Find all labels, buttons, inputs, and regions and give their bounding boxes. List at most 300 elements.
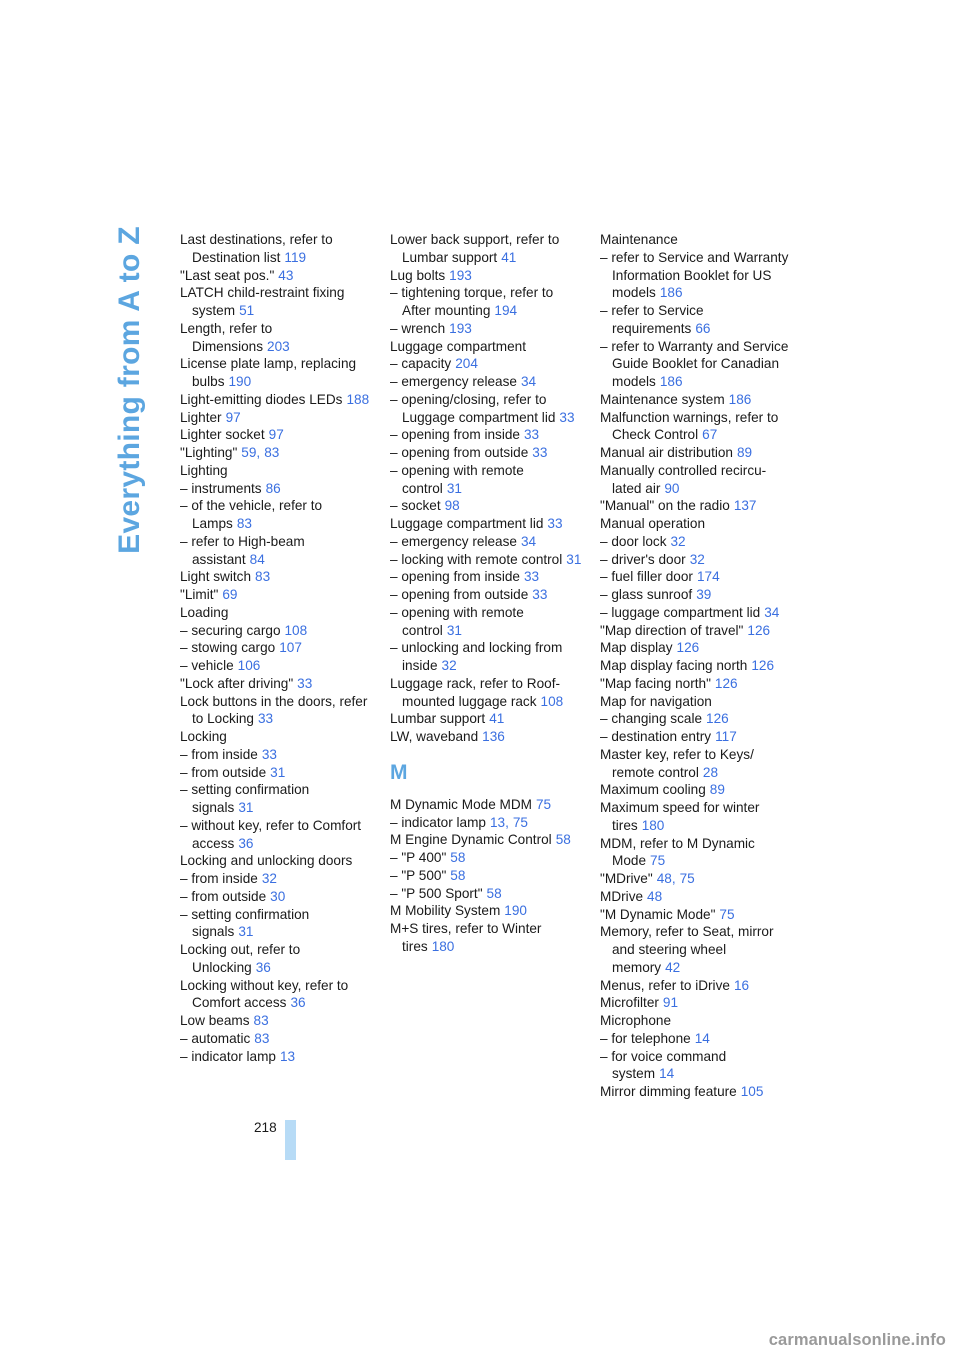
index-entry: [600, 977, 792, 995]
index-entry-term: "Lock after driving": [180, 675, 294, 691]
page-ref-link[interactable]: 48: [647, 888, 663, 904]
index-entry-term: Lug bolts: [390, 267, 446, 283]
index-entry: [390, 355, 582, 373]
index-entry: [180, 817, 372, 853]
index-entry-term: Locking and unlocking doors: [180, 853, 353, 869]
index-entry-term: – securing cargo: [180, 622, 281, 638]
index-entry-term: – emergency release: [390, 533, 517, 549]
index-entry-term: – socket: [390, 498, 441, 514]
page-ref-link[interactable]: 193: [449, 320, 472, 336]
page-ref-link[interactable]: 31: [270, 764, 286, 780]
index-entry: [390, 728, 582, 746]
page-ref-link[interactable]: 36: [238, 835, 254, 851]
index-entry-term: – stowing cargo: [180, 640, 276, 656]
index-entry: [180, 888, 372, 906]
index-entry: [600, 338, 792, 391]
page-ref-link[interactable]: 14: [659, 1066, 675, 1082]
index-entry: [600, 906, 792, 924]
index-entry-term: Maintenance: [600, 232, 678, 247]
page-ref-link[interactable]: 108: [284, 622, 308, 638]
page-ref-link[interactable]: 108: [540, 693, 564, 709]
page-ref-link[interactable]: 126: [706, 711, 729, 727]
index-entry: [180, 462, 372, 480]
index-entry: [600, 604, 792, 622]
index-entry-term: MDrive: [600, 888, 644, 904]
index-entry: [180, 568, 372, 586]
index-entry-term: – opening from inside: [390, 569, 520, 585]
page-tab-bar: [285, 1120, 296, 1160]
index-entry: [180, 852, 372, 870]
index-entry: [180, 1048, 372, 1066]
index-entry-term: Master key, refer to Keys/ remote control: [600, 746, 754, 780]
side-title: [110, 226, 150, 554]
index-entry: [390, 497, 582, 515]
index-entry: [390, 639, 582, 675]
index-entry: [180, 977, 372, 1013]
page-ref-link[interactable]: 39: [696, 587, 712, 602]
index-entry: [600, 568, 792, 586]
page-ref-link[interactable]: 186: [659, 374, 683, 389]
index-entry: [390, 338, 582, 356]
index-entry: [180, 267, 372, 285]
page-ref-link[interactable]: 33: [261, 746, 277, 762]
page-ref-link[interactable]: 32: [441, 658, 457, 673]
index-entry-term: Luggage compartment: [390, 338, 527, 354]
index-entry: [180, 426, 372, 444]
index-entry-term: "Map direction of travel": [600, 622, 744, 638]
index-entry-term: Memory, refer to Seat, mirror and steering wheel memory: [600, 924, 774, 975]
index-entry: [600, 835, 792, 871]
index-entry-term: – setting confirmation signals: [180, 906, 310, 940]
page-ref-link[interactable]: 75: [536, 796, 552, 812]
page-ref-link[interactable]: 42: [665, 959, 681, 975]
page-number: 218: [254, 1120, 277, 1135]
page-ref-link[interactable]: 204: [455, 356, 478, 372]
index-entry-term: – from outside: [180, 764, 267, 780]
index-entry-term: "Map facing north": [600, 675, 711, 691]
index-entry: [180, 409, 372, 427]
index-entry-term: Menus, refer to iDrive: [600, 977, 730, 993]
watermark: carmanualsonline.info: [768, 1331, 946, 1349]
page-ref-link[interactable]: 33: [532, 587, 548, 602]
page-ref-link[interactable]: 48: [656, 871, 672, 886]
index-entry: [390, 426, 582, 444]
index-entry-term: Lower back support, refer to Lumbar support: [390, 232, 560, 265]
page-ref-link[interactable]: 75: [679, 871, 695, 886]
index-entry-term: – driver's door: [600, 551, 686, 567]
index-entry-term: – "P 500": [390, 867, 447, 883]
index-entry-term: – changing scale: [600, 711, 703, 727]
index-entry: [390, 551, 582, 569]
index-entry-term: "Limit": [180, 587, 219, 602]
page-ref-link[interactable]: 180: [431, 938, 455, 954]
index-entry: [600, 551, 792, 569]
index-entry-term: Microphone: [600, 1013, 672, 1028]
page-ref-link[interactable]: 105: [740, 1084, 764, 1099]
index-entry: [600, 994, 792, 1012]
page-ref-link[interactable]: 33: [559, 409, 575, 425]
index-entry-term: "Lighting": [180, 445, 238, 460]
index-entry: [180, 764, 372, 782]
page-ref-link[interactable]: 83: [254, 1030, 270, 1046]
page-ref-link[interactable]: 190: [504, 903, 527, 919]
index-entry-term: LW, waveband: [390, 729, 479, 744]
page-ref-link[interactable]: 137: [733, 498, 757, 514]
index-entry-term: Luggage rack, refer to Roof-mounted luggage rack: [390, 675, 561, 709]
index-entry-term: – from outside: [180, 888, 267, 904]
index-entry-term: M Mobility System: [390, 903, 501, 919]
page-ref-link[interactable]: 90: [664, 480, 680, 496]
index-entry: [600, 231, 792, 249]
page-ref-link[interactable]: 126: [676, 640, 700, 656]
page-ref-link[interactable]: 119: [284, 249, 307, 265]
page-ref-link[interactable]: 83: [264, 445, 280, 460]
index-column-1: [180, 231, 372, 1065]
index-entry: [600, 799, 792, 835]
page-ref-link[interactable]: 69: [222, 587, 238, 602]
index-entry: [600, 888, 792, 906]
index-entry-term: – indicator lamp: [390, 814, 486, 830]
page-ref-link[interactable]: 194: [494, 303, 518, 318]
index-entry: [390, 604, 582, 640]
index-entry: [390, 675, 582, 711]
index-entry-term: – glass sunroof: [600, 587, 693, 602]
index-entry-term: Light-emitting diodes LEDs: [180, 391, 343, 407]
page-ref-link[interactable]: 32: [689, 551, 705, 567]
page-ref-link[interactable]: 136: [482, 729, 505, 744]
page-ref-link[interactable]: 126: [751, 658, 775, 673]
page-ref-link[interactable]: 106: [237, 658, 261, 673]
index-entry-term: – opening/closing, refer to Luggage compartment lid: [390, 391, 556, 425]
page-ref-link[interactable]: 43: [278, 267, 294, 283]
index-entry-term: "Last seat pos.": [180, 267, 275, 283]
index-entry: [180, 675, 372, 693]
index-entry-term: Last destinations, refer to Destination list: [180, 232, 333, 265]
index-entry: [180, 1030, 372, 1048]
index-entry-term: – of the vehicle, refer to Lamps: [180, 498, 323, 531]
index-entry-term: M Engine Dynamic Control: [390, 832, 552, 848]
page-ref-separator: ,: [505, 814, 509, 830]
index-column-2: [390, 231, 582, 956]
page-ref-link[interactable]: 51: [239, 303, 255, 318]
index-entry: [390, 586, 582, 604]
index-entry-term: – refer to Warranty and Service Guide Booklet for Canadian models: [600, 338, 789, 389]
index-entry: [600, 728, 792, 746]
index-entry: [600, 923, 792, 976]
index-entry-term: M+S tires, refer to Winter tires: [390, 921, 542, 954]
index-entry: [390, 391, 582, 427]
index-entry: [180, 870, 372, 888]
index-entry-term: – "P 400": [390, 850, 447, 865]
index-entry: [390, 710, 582, 728]
page-ref-link[interactable]: 75: [719, 906, 735, 922]
page-ref-link[interactable]: 188: [346, 391, 370, 407]
index-entry: [180, 391, 372, 409]
page-ref-link[interactable]: 67: [702, 427, 718, 443]
index-entry: [390, 902, 582, 920]
index-entry: [180, 1012, 372, 1030]
page-ref-link[interactable]: 31: [238, 924, 254, 940]
index-entry: [390, 920, 582, 956]
page-ref-link[interactable]: 34: [520, 533, 537, 549]
page-ref-link[interactable]: 41: [489, 711, 505, 727]
index-entry: [600, 302, 792, 338]
index-entry-term: Lumbar support: [390, 711, 486, 727]
page-ref-link[interactable]: 16: [733, 977, 750, 993]
index-entry: [390, 867, 582, 885]
index-entry-term: Locking out, refer to Unlocking: [180, 942, 301, 975]
index-entry: [180, 284, 372, 320]
index-entry: [180, 906, 372, 942]
page-ref-link[interactable]: 58: [450, 867, 466, 883]
index-entry-term: Light switch: [180, 569, 252, 585]
index-entry: [390, 533, 582, 551]
index-entry: [390, 515, 582, 533]
page-ref-link[interactable]: 58: [555, 832, 571, 848]
index-entry-term: License plate lamp, replacing bulbs: [180, 356, 357, 389]
index-entry-term: – luggage compartment lid: [600, 604, 761, 620]
index-entry: [600, 409, 792, 445]
page-ref-link[interactable]: 33: [257, 711, 274, 727]
page-ref-link[interactable]: 75: [512, 814, 528, 830]
page-ref-link[interactable]: 33: [297, 675, 313, 691]
index-entry: [390, 267, 582, 285]
page-ref-link[interactable]: 31: [446, 622, 462, 638]
index-entry-term: – instruments: [180, 480, 262, 496]
side-title-text: Everything from A to Z: [113, 226, 146, 554]
page-ref-link[interactable]: 59: [241, 445, 257, 460]
index-entry-term: Map display facing north: [600, 658, 748, 673]
index-entry-term: Lock buttons in the doors, refer to Locking: [180, 693, 368, 727]
index-entry-term: "M Dynamic Mode": [600, 906, 716, 922]
page-ref-link[interactable]: 186: [728, 391, 752, 407]
page-ref-link[interactable]: 126: [714, 675, 738, 691]
index-entry-term: Microfilter: [600, 995, 659, 1011]
index-entry-term: – door lock: [600, 533, 667, 549]
index-entry: [390, 568, 582, 586]
index-entry: [390, 885, 582, 903]
index-entry-term: Lighting: [180, 462, 228, 478]
index-entry: [180, 444, 372, 462]
index-entry-term: Manually controlled recircu-lated air: [600, 462, 767, 496]
index-entry: [180, 693, 372, 729]
index-entry-term: – wrench: [390, 320, 446, 336]
index-entry-term: – emergency release: [390, 374, 517, 389]
index-entry-term: – refer to Service and Warranty Information Booklet for US models: [600, 249, 789, 301]
page-ref-link[interactable]: 190: [228, 374, 252, 389]
page-ref-link[interactable]: 33: [523, 427, 540, 443]
page-ref-link[interactable]: 14: [694, 1030, 710, 1046]
page-ref-link[interactable]: 32: [670, 533, 686, 549]
page-ref-link[interactable]: 58: [450, 850, 466, 865]
page-ref-link[interactable]: 97: [225, 409, 241, 425]
page-ref-link[interactable]: 203: [267, 338, 290, 354]
index-entry: [390, 320, 582, 338]
index-entry: [600, 533, 792, 551]
page-ref-link[interactable]: 33: [547, 516, 563, 531]
index-entry-term: Maximum cooling: [600, 782, 706, 798]
index-entry: [180, 480, 372, 498]
page-ref-link[interactable]: 86: [265, 480, 281, 496]
index-entry: [390, 831, 582, 849]
index-entry: [600, 1083, 792, 1101]
index-entry-term: Map display: [600, 640, 673, 656]
page-ref-link[interactable]: 13: [279, 1048, 296, 1064]
index-entry-term: – opening from outside: [390, 445, 529, 460]
index-entry-term: MDM, refer to M Dynamic Mode: [600, 835, 755, 869]
page-ref-link[interactable]: 107: [279, 640, 302, 656]
index-entry: [600, 675, 792, 693]
index-entry-term: – setting confirmation signals: [180, 782, 310, 815]
index-entry-term: – vehicle: [180, 658, 234, 673]
page-ref-link[interactable]: 31: [566, 551, 582, 567]
index-entry: [600, 391, 792, 409]
page-ref-link[interactable]: 30: [270, 888, 286, 904]
index-entry: [600, 622, 792, 640]
page-ref-link[interactable]: 98: [444, 498, 460, 514]
index-entry: [600, 746, 792, 782]
index-entry-term: M Dynamic Mode MDM: [390, 796, 532, 812]
page-ref-separator: ,: [256, 445, 261, 460]
index-entry: [600, 693, 792, 711]
index-entry: [390, 284, 582, 320]
index-entry: [180, 533, 372, 569]
index-entry: [180, 604, 372, 622]
index-entry: [390, 444, 582, 462]
index-entry: [180, 320, 372, 356]
index-entry: [180, 781, 372, 817]
index-entry-term: Luggage compartment lid: [390, 516, 544, 531]
index-entry-term: – destination entry: [600, 729, 712, 744]
index-entry-term: Mirror dimming feature: [600, 1084, 737, 1099]
index-entry-term: Lighter socket: [180, 427, 265, 443]
index-entry-term: Locking without key, refer to Comfort access: [180, 977, 349, 1011]
page-ref-link[interactable]: 91: [662, 995, 679, 1011]
index-entry: [180, 497, 372, 533]
page-ref-link[interactable]: 31: [238, 800, 254, 815]
page-ref-link[interactable]: 83: [255, 569, 271, 585]
page-ref-link[interactable]: 58: [486, 885, 502, 901]
index-entry: [390, 373, 582, 391]
index-entry-term: "MDrive": [600, 871, 653, 886]
index-entry: [390, 462, 582, 498]
index-entry: [180, 657, 372, 675]
index-entry: [600, 1048, 792, 1084]
page-ref-link[interactable]: 84: [249, 551, 265, 567]
page-ref-link[interactable]: 13: [489, 814, 506, 830]
page-ref-separator: ,: [671, 871, 676, 886]
page-ref-link[interactable]: 41: [501, 249, 517, 265]
index-entry: [600, 462, 792, 498]
page-ref-link[interactable]: 33: [532, 445, 548, 460]
index-entry-term: Map for navigation: [600, 693, 712, 709]
index-entry: [180, 941, 372, 977]
index-entry-term: – tightening torque, refer to After mounting: [390, 285, 554, 318]
index-entry-term: Maximum speed for winter tires: [600, 800, 760, 833]
index-entry-term: – capacity: [390, 356, 452, 372]
index-entry-term: – locking with remote control: [390, 551, 563, 567]
index-entry-term: Low beams: [180, 1013, 250, 1028]
page-ref-link[interactable]: 83: [236, 516, 252, 531]
index-entry: [600, 639, 792, 657]
page-ref-link[interactable]: 36: [255, 959, 271, 975]
page-ref-link[interactable]: 34: [764, 604, 780, 620]
index-entry: [180, 355, 372, 391]
page-ref-link[interactable]: 83: [253, 1013, 269, 1028]
index-entry: [180, 622, 372, 640]
page-ref-link[interactable]: 33: [523, 569, 540, 585]
section-letter: M: [390, 760, 408, 784]
page-ref-link[interactable]: 28: [702, 764, 719, 780]
page-ref-link[interactable]: 36: [290, 995, 306, 1011]
index-entry: [600, 497, 792, 515]
page-ref-link[interactable]: 174: [696, 569, 720, 585]
index-entry-term: – unlocking and locking from inside: [390, 640, 563, 673]
index-entry: [600, 249, 792, 302]
index-entry-term: – from inside: [180, 746, 258, 762]
index-entry-term: Length, refer to Dimensions: [180, 320, 273, 354]
page-ref-link[interactable]: 117: [715, 729, 737, 744]
index-entry-term: – "P 500 Sport": [390, 885, 483, 901]
index-entry-term: – for voice command system: [600, 1048, 727, 1082]
index-entry: [390, 849, 582, 867]
index-entry-term: Locking: [180, 729, 227, 744]
page-ref-link[interactable]: 126: [747, 622, 771, 638]
index-entry-term: – refer to Service requirements: [600, 303, 704, 336]
page-ref-link[interactable]: 89: [709, 782, 725, 798]
index-entry: [180, 231, 372, 267]
page-ref-link[interactable]: 34: [520, 374, 537, 389]
page-ref-link[interactable]: 193: [449, 267, 472, 283]
index-entry-term: Manual air distribution: [600, 445, 733, 460]
index-entry-term: Malfunction warnings, refer to Check Control: [600, 409, 779, 443]
index-entry-term: – without key, refer to Comfort access: [180, 817, 362, 851]
index-column-3: [600, 231, 792, 1101]
page-ref-link[interactable]: 32: [261, 871, 277, 886]
index-entry-term: – opening with remote control: [390, 462, 524, 496]
index-entry-term: – opening with remote control: [390, 604, 524, 638]
index-entry: [390, 814, 582, 832]
page-ref-link[interactable]: 31: [446, 480, 462, 496]
page-ref-link[interactable]: 89: [736, 445, 753, 460]
index-entry-term: – opening from outside: [390, 587, 529, 602]
page-ref-link[interactable]: 180: [641, 817, 665, 833]
index-entry-term: – for telephone: [600, 1030, 691, 1046]
index-entry: [180, 746, 372, 764]
page-ref-link[interactable]: 75: [650, 853, 666, 869]
index-entry: [180, 728, 372, 746]
page-ref-link[interactable]: 97: [268, 427, 284, 443]
index-entry-term: "Manual" on the radio: [600, 498, 730, 514]
index-entry: [180, 586, 372, 604]
index-entry: [600, 870, 792, 888]
index-entry: [600, 1030, 792, 1048]
index-entry-term: – opening from inside: [390, 427, 520, 443]
index-entry-term: – automatic: [180, 1030, 251, 1046]
index-entry: [180, 639, 372, 657]
index-entry-term: – fuel filler door: [600, 569, 693, 585]
index-entry: [600, 657, 792, 675]
page-ref-link[interactable]: 186: [659, 285, 683, 301]
index-entry-term: Lighter: [180, 409, 222, 425]
page-ref-link[interactable]: 66: [695, 320, 711, 336]
index-entry-term: Loading: [180, 604, 229, 620]
index-entry: [600, 781, 792, 799]
index-entry: [390, 231, 582, 267]
index-entry-term: Manual operation: [600, 516, 706, 531]
index-entry-term: – indicator lamp: [180, 1048, 276, 1064]
index-entry: [600, 515, 792, 533]
